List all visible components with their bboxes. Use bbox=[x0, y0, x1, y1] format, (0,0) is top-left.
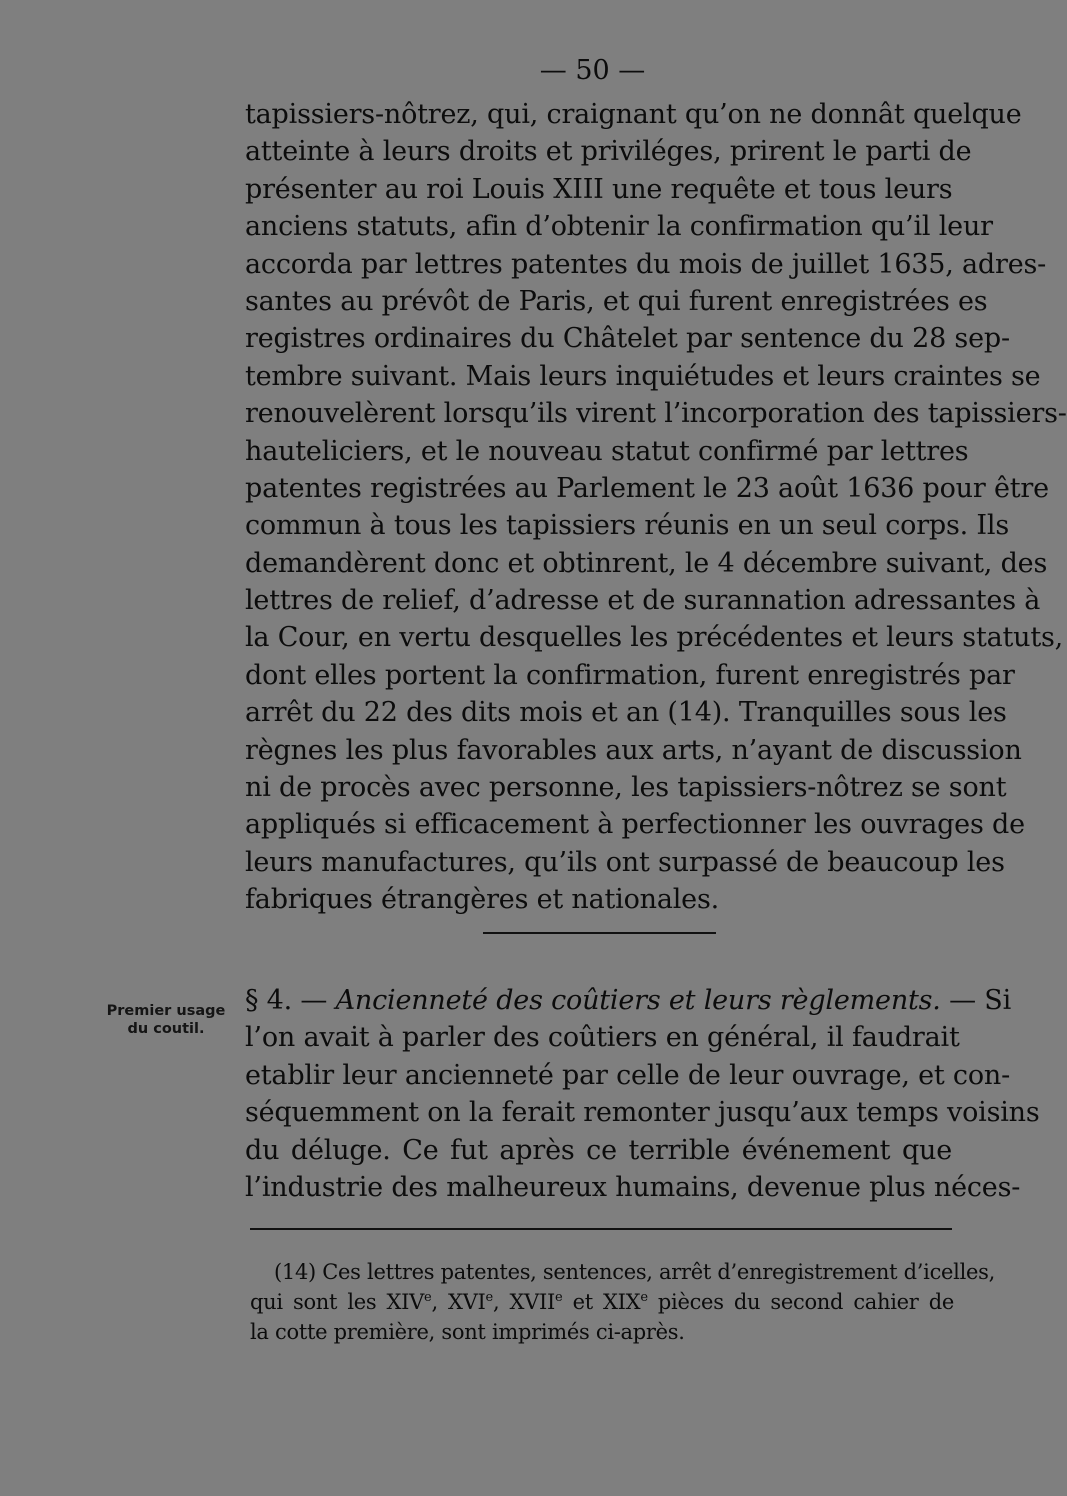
text-line: la Cour, en vertu desquelles les précédentes et leurs statuts, bbox=[245, 622, 1064, 654]
text-line: atteinte à leurs droits et priviléges, prirent le parti de bbox=[245, 136, 972, 168]
footnote-superscript: e bbox=[640, 1290, 648, 1305]
text-line: dont elles portent la confirmation, furent enregistrés par bbox=[245, 659, 1015, 691]
footnote-line bbox=[250, 1287, 954, 1317]
footnote-superscript: e bbox=[485, 1290, 493, 1305]
text-line: du déluge. Ce fut après ce terrible événement que bbox=[245, 1134, 952, 1166]
page-number: — 50 — bbox=[539, 55, 646, 86]
footnote-line: la cotte première, sont imprimés ci-après. bbox=[250, 1320, 685, 1344]
footnote-superscript: e bbox=[424, 1290, 432, 1305]
text-line: tembre suivant. Mais leurs inquiétudes et leurs craintes se bbox=[245, 360, 1041, 392]
footnote-superscript: e bbox=[555, 1290, 563, 1305]
footnote bbox=[250, 1257, 995, 1347]
main-paragraph bbox=[245, 96, 1067, 919]
footnote-rule bbox=[250, 1228, 952, 1230]
section-title: Ancienneté des coûtiers et leurs règlements. bbox=[335, 985, 941, 1016]
footnote-text: pièces du second cahier de bbox=[647, 1290, 954, 1314]
footnote-text: , XVII bbox=[492, 1290, 555, 1314]
footnote-text: qui sont les XIV bbox=[250, 1290, 425, 1314]
text-line: santes au prévôt de Paris, et qui furent enregistrées es bbox=[245, 285, 988, 317]
section-heading-line bbox=[245, 982, 1012, 1019]
text-line: etablir leur ancienneté par celle de leur ouvrage, et con- bbox=[245, 1059, 1011, 1091]
text-line: règnes les plus favorables aux arts, n’ayant de discussion bbox=[245, 734, 1022, 766]
footnote-text: et XIX bbox=[562, 1290, 641, 1314]
text-line: anciens statuts, afin d’obtenir la confirmation qu’il leur bbox=[245, 211, 993, 243]
footnote-line: (14) Ces lettres patentes, sentences, arrêt d’enregistrement d’icelles, bbox=[274, 1260, 995, 1284]
section-separator bbox=[483, 932, 716, 934]
text-line: patentes registrées au Parlement le 23 août 1636 pour être bbox=[245, 472, 1049, 504]
text-line: lettres de relief, d’adresse et de surannation adressantes à bbox=[245, 585, 1041, 617]
text-line: fabriques étrangères et nationales. bbox=[245, 884, 719, 916]
text-line: l’on avait à parler des coûtiers en général, il faudrait bbox=[245, 1022, 960, 1054]
section-heading-tail: — Si bbox=[949, 985, 1012, 1016]
text-line: ni de procès avec personne, les tapissiers-nôtrez se sont bbox=[245, 772, 1007, 804]
text-line: appliqués si efficacement à perfectionner les ouvrages de bbox=[245, 809, 1025, 841]
text-line: renouvelèrent lorsqu’ils virent l’incorporation des tapissiers- bbox=[245, 398, 1067, 430]
text-line: commun à tous les tapissiers réunis en un seul corps. Ils bbox=[245, 510, 1009, 542]
text-line: leurs manufactures, qu’ils ont surpassé de beaucoup les bbox=[245, 846, 1005, 878]
text-line: demandèrent donc et obtinrent, le 4 décembre suivant, des bbox=[245, 547, 1048, 579]
text-line: registres ordinaires du Châtelet par sentence du 28 sep- bbox=[245, 323, 1010, 355]
margin-note-line: Premier usage bbox=[106, 1003, 226, 1019]
section-paragraph bbox=[245, 982, 1040, 1206]
text-line: présenter au roi Louis XIII une requête et tous leurs bbox=[245, 173, 953, 205]
footnote-text: , XVI bbox=[431, 1290, 486, 1314]
text-line: l’industrie des malheureux humains, devenue plus néces- bbox=[245, 1171, 1021, 1203]
text-line: tapissiers-nôtrez, qui, craignant qu’on ne donnât quelque bbox=[245, 99, 1022, 130]
text-line: arrêt du 22 des dits mois et an (14). Tranquilles sous les bbox=[245, 697, 1007, 729]
section-number: § 4. — bbox=[245, 985, 328, 1016]
margin-note-line: du coutil. bbox=[127, 1021, 205, 1037]
text-line: accorda par lettres patentes du mois de juillet 1635, adres- bbox=[245, 248, 1047, 280]
text-line: séquemment on la ferait remonter jusqu’aux temps voisins bbox=[245, 1097, 1040, 1129]
margin-note bbox=[96, 1002, 236, 1038]
text-line: hauteliciers, et le nouveau statut confirmé par lettres bbox=[245, 435, 969, 467]
